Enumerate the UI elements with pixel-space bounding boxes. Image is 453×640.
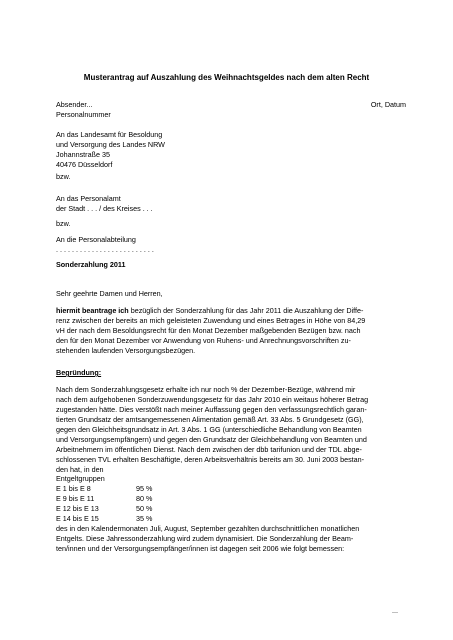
reasoning-line: den hat, in den xyxy=(56,464,104,474)
personalabteilung-address xyxy=(56,235,406,255)
reasoning-line: Nach dem Sonderzahlungsgesetz erhalte ich nur noch % der Dezember-Bezüge, während mir xyxy=(56,385,356,394)
pay-group-range: E 1 bis E 8 xyxy=(56,484,91,494)
personalamt-line: An das Personalamt xyxy=(56,194,121,203)
pay-group-percent: 50 % xyxy=(136,504,153,514)
sender-label: Absender... xyxy=(56,100,93,109)
personalamt-address xyxy=(56,194,406,214)
pay-group-range: E 9 bis E 11 xyxy=(56,494,95,504)
salutation: Sehr geehrte Damen und Herren, xyxy=(56,289,163,298)
personalabteilung-line: An die Personalabteilung xyxy=(56,235,136,244)
reasoning-line: zugestanden hätte. Dies verstößt nach meiner Auffassung gegen den verfassungsrechtlich garan- xyxy=(56,404,367,414)
request-paragraph xyxy=(56,306,406,356)
recipient-line: Johannstraße 35 xyxy=(56,149,110,159)
reasoning-line: tierten Grundsatz der amtsangemessenen Alimentation gemäß Art. 33 Abs. 5 Grundgesetz (GG), xyxy=(56,414,364,424)
request-line: renz zwischen der bereits an mich geleisteten Zuwendung und eines Betrages in Höhe von 84,29 xyxy=(56,315,366,325)
closing-line: Entgelts. Diese Jahressonderzahlung wird zudem dynamisiert. Die Sonderzahlung der Beam- xyxy=(56,534,354,544)
pay-group-percent: 35 % xyxy=(136,514,153,524)
pay-group-percent: 95 % xyxy=(136,484,153,494)
request-lead: hiermit beantrage ich xyxy=(56,306,129,315)
reasoning-line: Entgeltgruppen xyxy=(56,474,105,484)
sender-block xyxy=(56,100,406,120)
personalabteilung-line: . . . . . . . . . . . . . . . . . . . . . . . . . xyxy=(56,244,154,254)
bzw-separator: bzw. xyxy=(56,219,71,228)
pay-group-range: E 14 bis E 15 xyxy=(56,514,99,524)
bzw-separator: bzw. xyxy=(56,172,71,181)
reasoning-line: gegen den Gleichheitsgrundsatz in Art. 3 Abs. 1 GG (unterschiedliche Behandlung von Beamten xyxy=(56,424,362,434)
personnel-number-label: Personalnummer xyxy=(56,109,111,119)
reasoning-heading: Begründung: xyxy=(56,368,102,377)
recipient-line: und Versorgung des Landes NRW xyxy=(56,139,165,149)
reasoning-line: schlossenen TVL erhalten Beschäftigte, deren Arbeitsverhältnis bereits am 30. Juni 2003 bestan- xyxy=(56,454,365,464)
document-title: Musterantrag auf Auszahlung des Weihnachtsgeldes nach dem alten Recht xyxy=(83,73,370,82)
recipient-address xyxy=(56,130,406,170)
request-line: stehenden laufenden Versorgungsbezügen. xyxy=(56,345,196,355)
request-line: bezüglich der Sonderzahlung für das Jahr 2011 die Auszahlung der Diffe- xyxy=(128,306,364,315)
place-date-label: Ort, Datum xyxy=(370,100,406,109)
recipient-line: An das Landesamt für Besoldung xyxy=(56,130,163,139)
request-line: vH der nach dem Besoldungsrecht für den Monat Dezember maßgebenden Bezügen bzw. nach xyxy=(56,325,361,335)
personalamt-line: der Stadt . . . / des Kreises . . . xyxy=(56,203,153,213)
request-line: den für den Monat Dezember vor Anwendung von Ruhens- und Anrechnungsvorschriften zu- xyxy=(56,335,351,345)
pay-group-percent: 80 % xyxy=(136,494,153,504)
recipient-line: 40476 Düsseldorf xyxy=(56,159,113,169)
reasoning-line: nach dem aufgehobenen Sonderzuwendungsgesetz für das Jahr 2010 ein weitaus höherer Betrag xyxy=(56,394,369,404)
continuation-marker: ... xyxy=(392,606,398,615)
subject-line: Sonderzahlung 2011 xyxy=(56,260,126,269)
pay-group-range: E 12 bis E 13 xyxy=(56,504,99,514)
reasoning-line: und Versorgungsempfängern) und gegen den Grundsatz der Gleichbehandlung von Beamten und xyxy=(56,434,367,444)
pay-group-table xyxy=(56,484,406,524)
reasoning-line: Arbeitnehmern im öffentlichen Dienst. Nach dem zwischen der dbb tarifunion und der TDL abge- xyxy=(56,444,362,454)
closing-line: des in den Kalendermonaten Juli, August, September gezahlten durchschnittlichen monatlichen xyxy=(56,524,360,534)
closing-line: ten/innen und der Versorgungsempfänger/innen ist dagegen seit 2006 wie folgt bemessen: xyxy=(56,544,345,553)
reasoning-paragraph xyxy=(56,385,406,554)
